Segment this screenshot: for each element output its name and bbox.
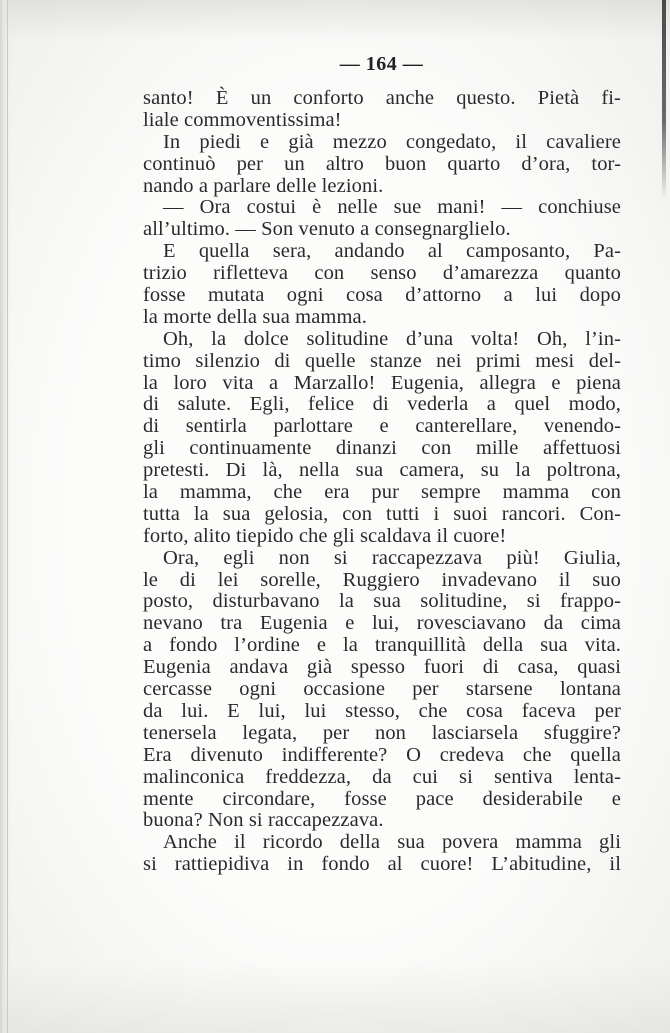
text-line: santo! È un conforto anche questo. Pietà fi- [143,87,621,109]
text-line: cercasse ogni occasione per starsene lontana [143,678,621,701]
text-line: all’ultimo. — Son venuto a consegnarglielo. [143,218,511,241]
page-number: — 164 — [339,53,424,75]
text-line: tutta la sua gelosia, con tutti i suoi rancori. Con- [143,502,621,525]
text-line: buona? Non si raccapezzava. [143,809,384,832]
text-line: le di lei sorelle, Ruggiero invadevano il suo [143,568,621,591]
text-line: Oh, la dolce solitudine d’una volta! Oh, l’in- [163,327,621,350]
text-line: la mamma, che era pur sempre mamma con [143,481,621,504]
text-line: gli continuamente dinanzi con mille affettuosi [143,437,621,460]
scan-shadow-bottom [0,963,670,1033]
scan-shadow-top [0,0,670,40]
text-line: continuò per un altro buon quarto d’ora, tor- [143,152,621,175]
text-line: di sentirla parlottare e canterellare, venendo- [143,415,621,438]
text-line: a fondo l’ordine e la tranquillità della sua vita. [143,634,621,657]
text-line: nando a parlare delle lezioni. [143,174,384,197]
text-line: Ora, egli non si raccapezzava più! Giulia, [163,546,621,569]
text-line: Anche il ricordo della sua povera mamma gli [163,831,621,854]
text-line: malinconica freddezza, da cui si sentiva lenta- [143,765,621,788]
text-line: pretesti. Di là, nella sua camera, su la poltrona, [143,459,621,482]
text-line: Era divenuto indifferente? O credeva che quella [143,743,621,766]
text-line: di salute. Egli, felice di vederla a quel modo, [143,393,621,416]
text-line: forto, alito tiepido che gli scaldava il cuore! [143,524,507,547]
text-line: Eugenia andava già spesso fuori di casa, quasi [143,656,621,679]
text-line: posto, disturbavano la sua solitudine, si frappo- [143,590,621,613]
page-edge-line [7,0,8,1033]
text-line: E quella sera, andando al camposanto, Pa- [163,240,621,263]
text-line: timo silenzio di quelle stanze nei primi mesi del- [143,349,621,372]
text-line: trizio rifletteva con senso d’amarezza quanto [143,262,621,285]
text-line: liale commoventissima! [143,108,342,131]
scan-shadow-left [0,0,10,1033]
text-line: nevano tra Eugenia e lui, rovesciavano da cima [143,612,621,635]
text-line: In piedi e già mezzo congedato, il cavaliere [163,130,621,153]
text-line: mente circondare, fosse pace desiderabile e [143,787,621,810]
text-line: la morte della sua mamma. [143,305,367,328]
scan-shadow-right [662,0,666,200]
text-line: si rattiepidiva in fondo al cuore! L’abitudine, il [143,853,621,876]
text-line: tenersela legata, per non lasciarsela sfuggire? [143,721,621,744]
body-text [143,88,621,876]
text-line: — Ora costui è nelle sue mani! — conchiuse [163,196,621,219]
text-line: la loro vita a Marzallo! Eugenia, allegra e piena [143,371,621,394]
text-line: fosse mutata ogni cosa d’attorno a lui dopo [143,284,621,307]
text-line: da lui. E lui, lui stesso, che cosa faceva per [143,699,621,722]
